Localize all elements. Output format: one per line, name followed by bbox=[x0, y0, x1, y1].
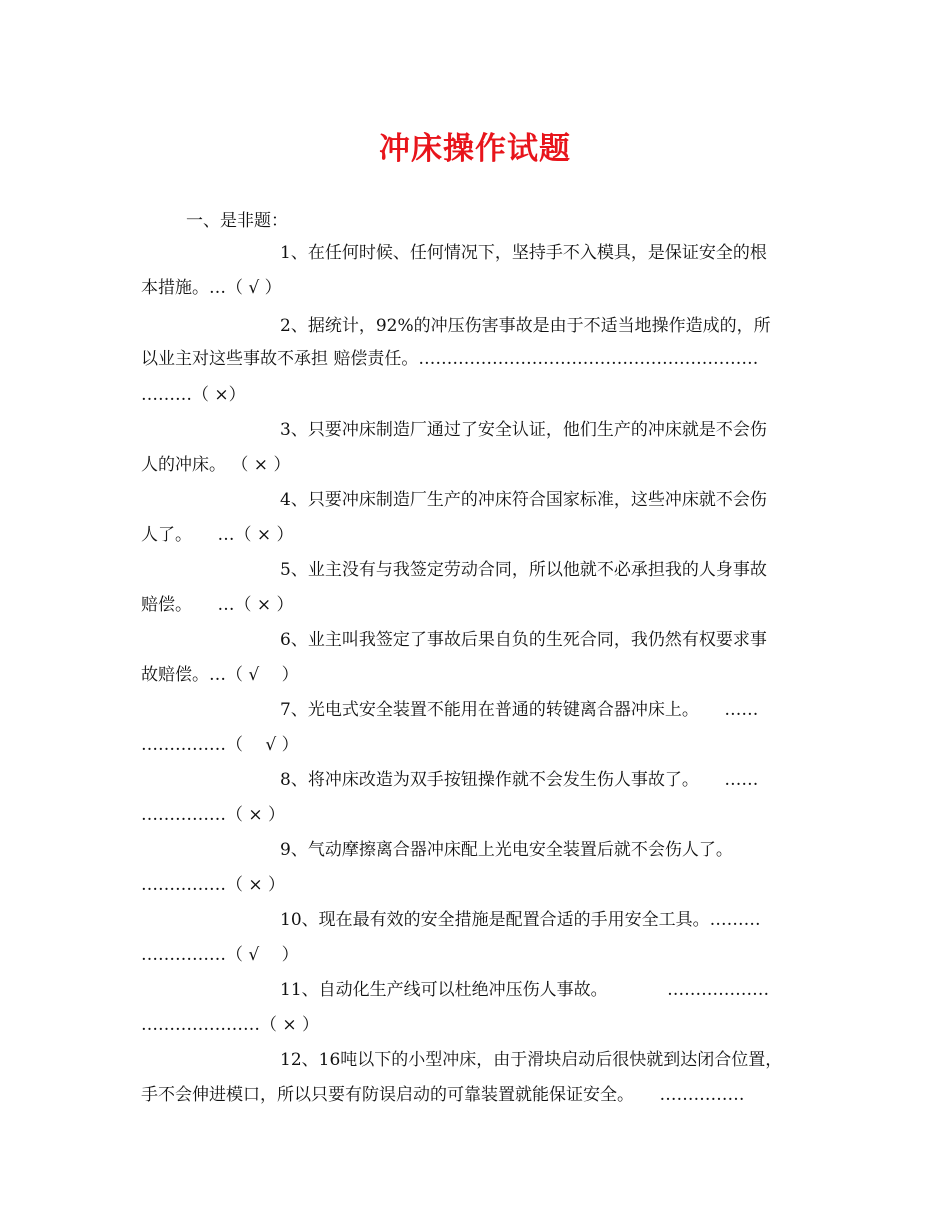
question-2-line-1: 2、据统计，92%的冲压伤害事故是由于不适当地操作造成的，所 bbox=[280, 316, 771, 336]
question-10-line-2: ……………（ √ ） bbox=[141, 945, 299, 965]
question-3-line-1: 3、只要冲床制造厂通过了安全认证，他们生产的冲床就是不会伤 bbox=[280, 420, 767, 440]
document-title: 冲床操作试题 bbox=[379, 131, 571, 167]
question-2-line-3: ………（ ×） bbox=[141, 385, 246, 405]
question-1-line-2: 本措施。…（ √ ） bbox=[141, 278, 282, 298]
question-8-line-2: ……………（ × ） bbox=[141, 805, 286, 825]
question-4-line-2: 人了。 …（ × ） bbox=[141, 525, 294, 545]
question-12-line-2: 手不会伸进模口，所以只要有防误启动的可靠装置就能保证安全。 …………… bbox=[141, 1085, 745, 1105]
question-7-line-1: 7、光电式安全装置不能用在普通的转键离合器冲床上。 …… bbox=[280, 700, 759, 720]
question-7-line-2: ……………（ √ ） bbox=[141, 735, 299, 755]
question-10-line-1: 10、现在最有效的安全措施是配置合适的手用安全工具。……… bbox=[280, 910, 761, 930]
question-9-line-2: ……………（ × ） bbox=[141, 875, 286, 895]
question-9-line-1: 9、气动摩擦离合器冲床配上光电安全装置后就不会伤人了。 bbox=[280, 840, 733, 860]
question-5-line-1: 5、业主没有与我签定劳动合同，所以他就不必承担我的人身事故 bbox=[280, 560, 767, 580]
section-heading: 一、是非题： bbox=[186, 211, 288, 231]
question-4-line-1: 4、只要冲床制造厂生产的冲床符合国家标准，这些冲床就不会伤 bbox=[280, 490, 767, 510]
question-1-line-1: 1、在任何时候、任何情况下，坚持手不入模具，是保证安全的根 bbox=[280, 243, 767, 263]
question-3-line-2: 人的冲床。 （ × ） bbox=[141, 455, 291, 475]
question-11-line-2: …………………（ × ） bbox=[141, 1015, 320, 1035]
question-11-line-1: 11、自动化生产线可以杜绝冲压伤人事故。 ……………… bbox=[280, 980, 770, 1000]
question-8-line-1: 8、将冲床改造为双手按钮操作就不会发生伤人事故了。 …… bbox=[280, 770, 759, 790]
question-12-line-1: 12、16吨以下的小型冲床，由于滑块启动后很快就到达闭合位置， bbox=[280, 1050, 783, 1070]
question-2-line-2: 以业主对这些事故不承担 赔偿责任。…………………………………………………… bbox=[141, 349, 759, 369]
question-6-line-1: 6、业主叫我签定了事故后果自负的生死合同，我仍然有权要求事 bbox=[280, 630, 767, 650]
question-6-line-2: 故赔偿。…（ √ ） bbox=[141, 665, 299, 685]
question-5-line-2: 赔偿。 …（ × ） bbox=[141, 595, 294, 615]
